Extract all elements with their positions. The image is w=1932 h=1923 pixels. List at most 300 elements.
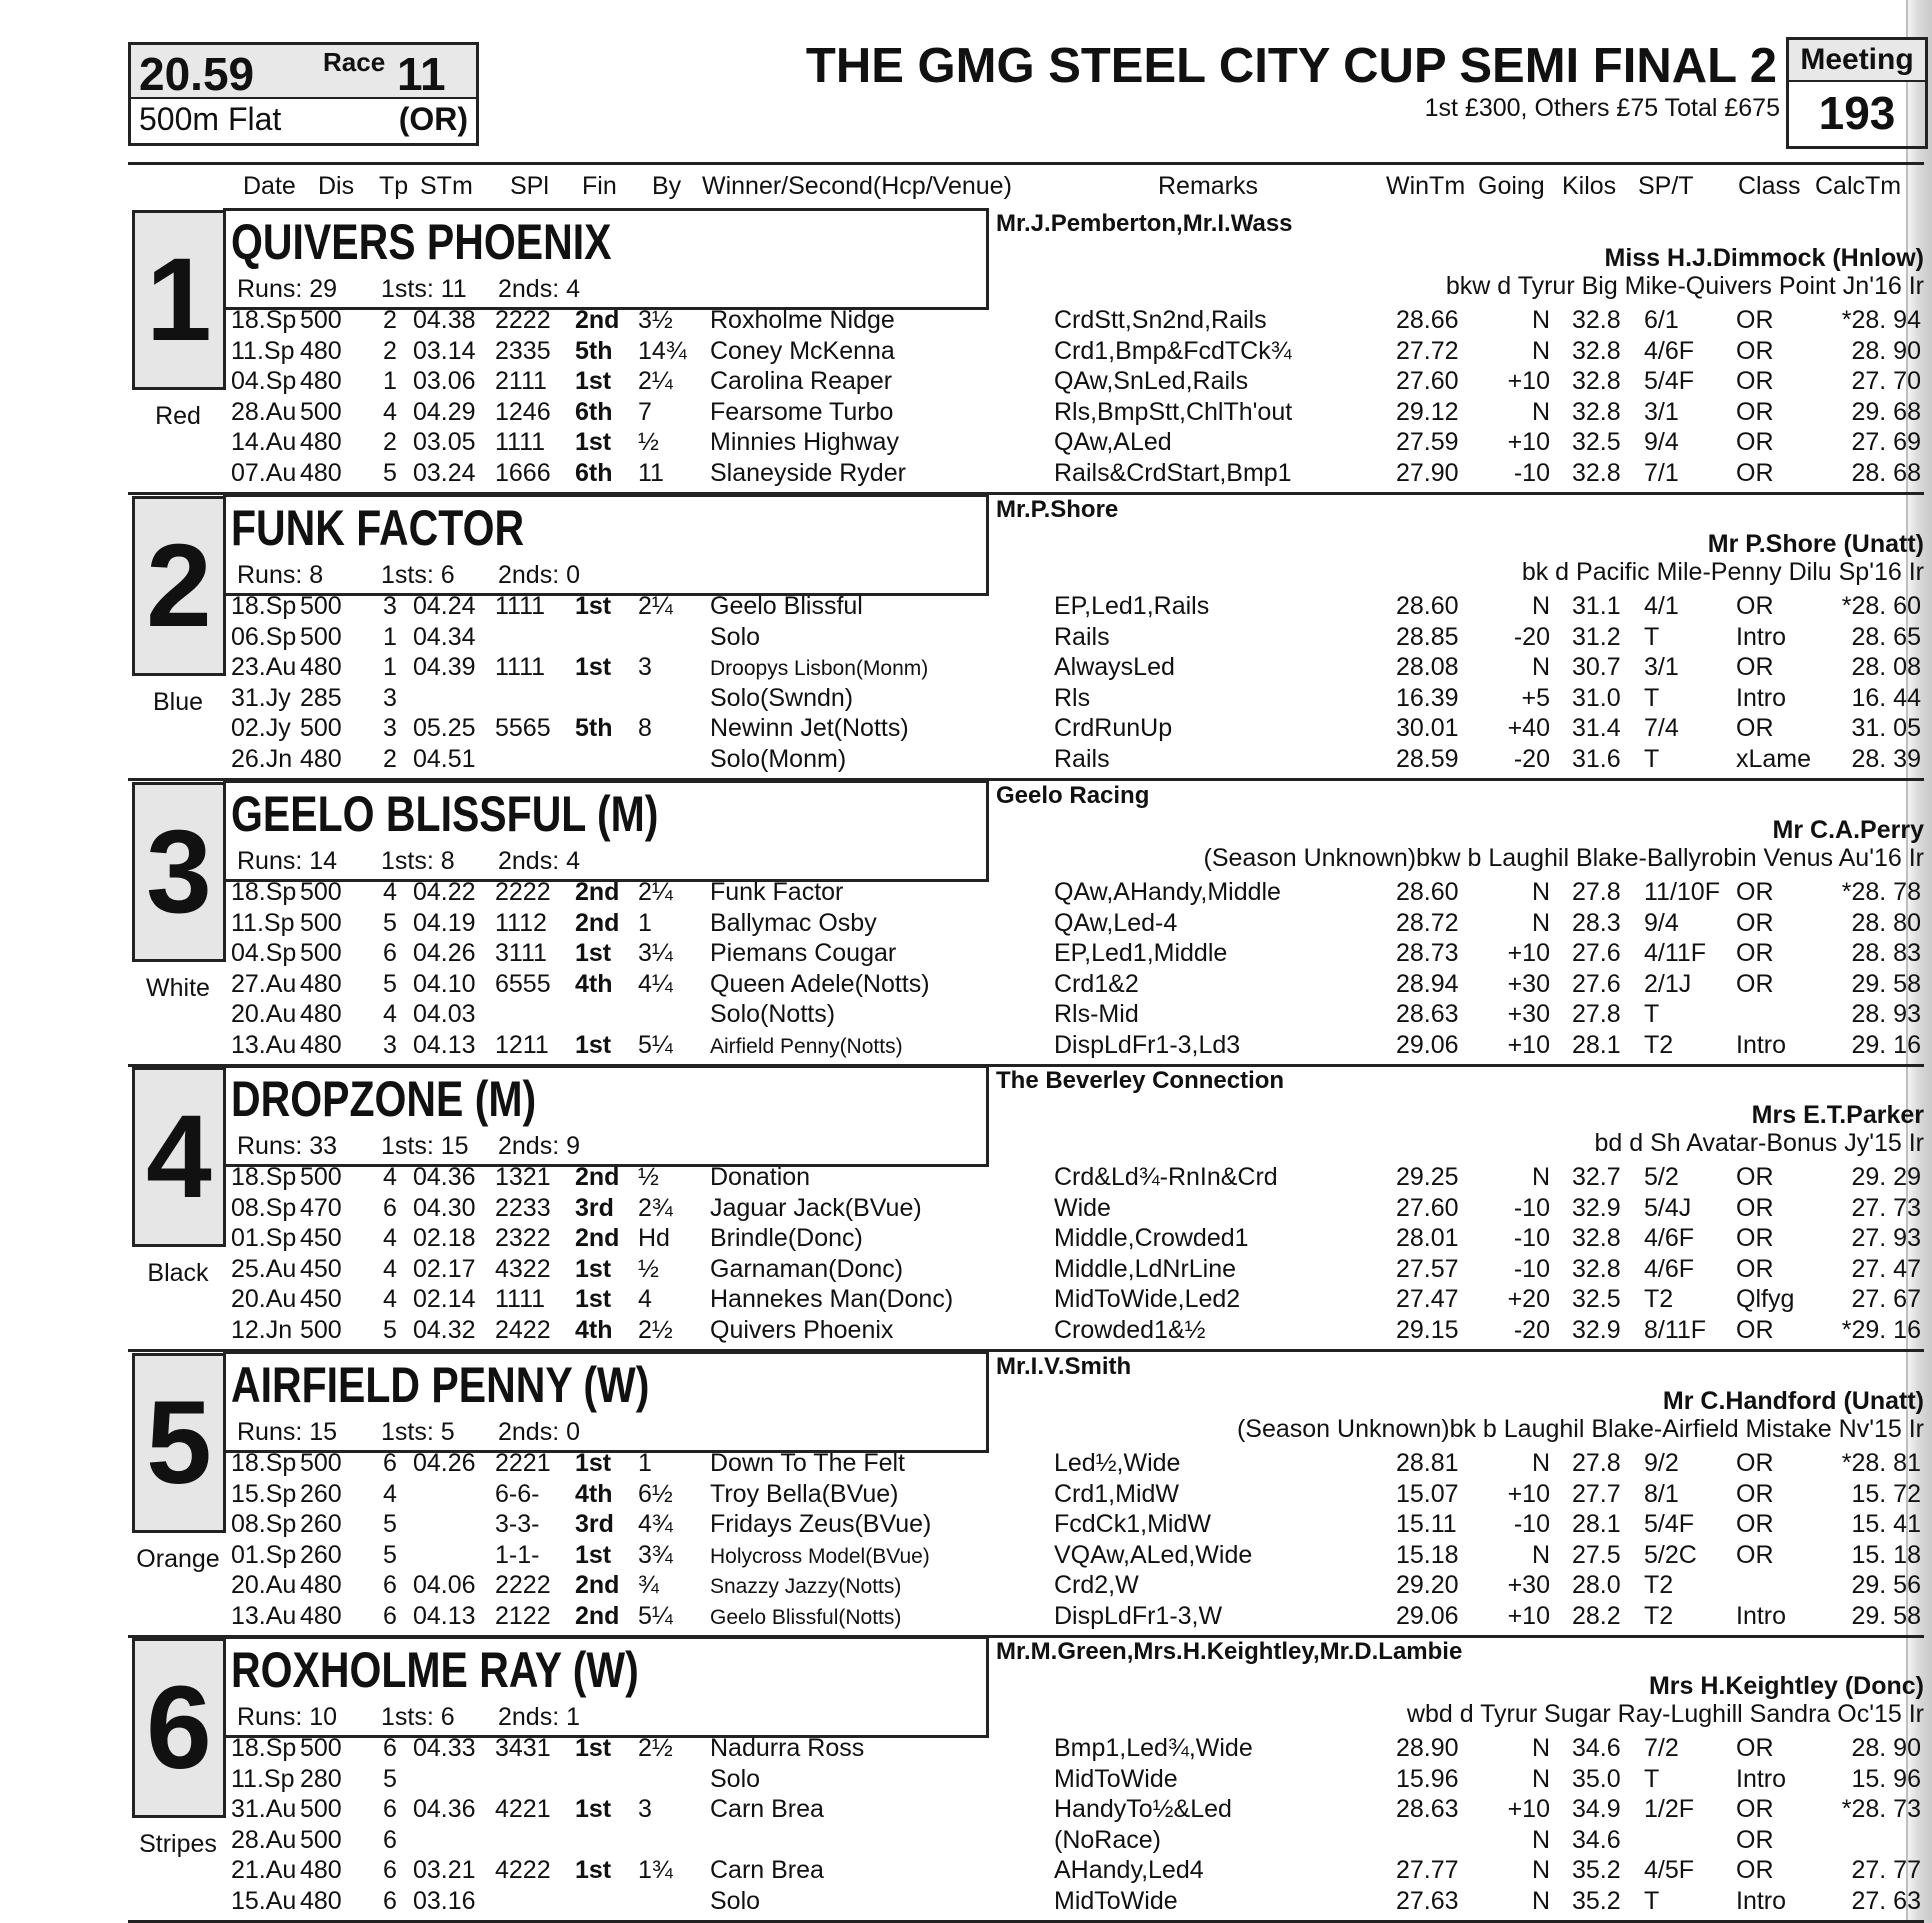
run-splits: 2422: [495, 1315, 551, 1344]
run-distance-beaten: ¾: [638, 1571, 659, 1599]
run-calc-time: *29. 16: [1841, 1315, 1921, 1344]
run-starting-price: 5/2C: [1644, 1540, 1697, 1569]
run-remarks: Rails: [1054, 622, 1110, 651]
run-splits: 6-6-: [495, 1479, 540, 1508]
runner-entry: [0, 494, 1932, 779]
run-sectional: 04.30: [413, 1193, 476, 1222]
run-sectional: 04.19: [413, 908, 476, 937]
run-remarks: EP,Led1,Middle: [1054, 939, 1228, 967]
run-going: -20: [1513, 744, 1550, 773]
form-line: [0, 682, 1932, 713]
run-win-time: 29.25: [1396, 1163, 1459, 1191]
run-trap: 3: [383, 1030, 397, 1059]
form-line: [0, 743, 1932, 774]
race-time-row: [131, 45, 476, 99]
owner: Mr.P.Shore: [996, 496, 1119, 523]
run-trap: 6: [383, 1734, 397, 1762]
run-win-time: 28.90: [1396, 1734, 1459, 1762]
run-finish: 1st: [575, 1030, 612, 1059]
run-weight: 32.8: [1572, 397, 1621, 426]
run-class: Intro: [1736, 1601, 1787, 1630]
run-distance-beaten: 4¼: [638, 969, 673, 998]
run-remarks: FcdCk1,MidW: [1054, 1510, 1211, 1538]
run-weight: 28.1: [1572, 1510, 1621, 1538]
run-class: OR: [1736, 1479, 1774, 1508]
run-finish: 3rd: [575, 1193, 614, 1222]
run-finish: 2nd: [575, 1224, 620, 1252]
run-sectional: 04.13: [413, 1601, 476, 1630]
run-calc-time: 15. 72: [1851, 1479, 1921, 1508]
run-finish: 1st: [575, 428, 612, 456]
race-label: Race: [323, 47, 386, 77]
run-distance-beaten: 1: [638, 908, 652, 937]
run-going: N: [1531, 653, 1550, 681]
run-date: 23.Au: [231, 653, 297, 681]
run-distance: 500: [300, 622, 342, 651]
run-starting-price: 3/1: [1644, 397, 1679, 426]
run-sectional: 04.22: [413, 878, 476, 906]
trap-number: 4: [132, 1067, 226, 1247]
run-splits: 1112: [495, 908, 547, 937]
run-winner-second: Troy Bella(BVue): [710, 1479, 899, 1508]
run-winner-second: Slaneyside Ryder: [710, 458, 906, 487]
form-line: [0, 457, 1932, 488]
dog-seconds: 2nds: 9: [498, 1132, 581, 1160]
run-splits: 2335: [495, 336, 551, 365]
run-starting-price: 4/6F: [1644, 1224, 1695, 1252]
dog-seconds: 2nds: 4: [498, 275, 581, 303]
run-class: OR: [1736, 1315, 1774, 1344]
run-distance: 480: [300, 1856, 342, 1884]
run-remarks: Rls,BmpStt,ChlTh'out: [1054, 397, 1293, 426]
run-going: +30: [1507, 1000, 1550, 1028]
run-starting-price: 4/11F: [1644, 939, 1707, 967]
run-trap: 3: [383, 592, 397, 620]
trap-number: 5: [132, 1353, 226, 1533]
run-finish: 2nd: [575, 1163, 620, 1191]
run-trap: 2: [383, 306, 397, 334]
run-weight: 27.6: [1572, 969, 1621, 998]
run-distance: 260: [300, 1479, 342, 1508]
run-trap: 5: [383, 458, 397, 487]
run-sectional: 03.06: [413, 367, 476, 395]
dog-wins: 1sts: 8: [381, 847, 455, 875]
run-sectional: 04.24: [413, 592, 476, 620]
run-weight: 28.1: [1572, 1030, 1621, 1059]
run-trap: 4: [383, 1254, 397, 1283]
run-weight: 34.9: [1572, 1795, 1621, 1823]
form-lines: [0, 876, 1932, 1059]
run-splits: 2233: [495, 1193, 551, 1222]
run-starting-price: T: [1644, 1764, 1660, 1793]
form-line: [0, 396, 1932, 427]
run-trap: 4: [383, 1479, 397, 1508]
run-remarks: MidToWide: [1054, 1764, 1178, 1793]
run-calc-time: 29. 58: [1851, 969, 1921, 998]
run-trap: 6: [383, 1193, 397, 1222]
run-going: N: [1531, 1734, 1550, 1762]
breeding: bkw d Tyrur Big Mike-Quivers Point Jn'16 Ir: [1445, 272, 1924, 300]
run-win-time: 28.81: [1396, 1449, 1459, 1477]
run-class: OR: [1736, 1510, 1774, 1538]
run-going: N: [1531, 1764, 1550, 1793]
run-weight: 31.2: [1572, 622, 1621, 651]
form-line: [0, 1539, 1932, 1570]
trap-colour: Red: [155, 402, 201, 430]
dog-seconds: 2nds: 4: [498, 847, 581, 875]
run-remarks: Crd&Ld¾-RnIn&Crd: [1054, 1163, 1278, 1191]
run-distance: 500: [300, 1734, 342, 1762]
run-weight: 27.8: [1572, 1449, 1621, 1477]
run-winner-second: Roxholme Nidge: [710, 306, 895, 334]
dog-name: AIRFIELD PENNY (W): [231, 1357, 650, 1413]
run-class: OR: [1736, 1734, 1774, 1762]
run-sectional: 04.26: [413, 1449, 476, 1477]
run-going: -10: [1513, 1510, 1550, 1538]
run-sectional: 03.16: [413, 1886, 476, 1915]
run-calc-time: 27. 47: [1851, 1254, 1921, 1283]
run-finish: 1st: [575, 367, 612, 395]
run-winner-second: Solo: [710, 1764, 761, 1793]
run-going: +40: [1507, 714, 1550, 742]
run-remarks: DispLdFr1-3,W: [1054, 1601, 1223, 1630]
run-remarks: Rls: [1054, 683, 1091, 712]
run-winner-second: Garnaman(Donc): [710, 1254, 904, 1283]
run-starting-price: 5/4F: [1644, 367, 1695, 395]
run-going: N: [1531, 1163, 1550, 1191]
col-spt: SP/T: [1638, 172, 1694, 200]
run-winner-second: Holycross Model(BVue): [710, 1544, 930, 1568]
col-calctm: CalcTm: [1815, 172, 1902, 200]
race-time: 20.59: [139, 48, 255, 100]
run-going: N: [1531, 397, 1550, 426]
run-going: N: [1531, 1825, 1550, 1854]
run-weight: 35.2: [1572, 1886, 1621, 1915]
run-weight: 32.8: [1572, 458, 1621, 487]
owner: Mr.I.V.Smith: [996, 1353, 1132, 1380]
form-line: [0, 712, 1932, 743]
trainer: Mr C.A.Perry: [1772, 816, 1924, 844]
dog-seconds: 2nds: 0: [498, 1418, 581, 1446]
dog-name-box: [223, 1065, 989, 1167]
runner-entry: [0, 1065, 1932, 1350]
run-winner-second: Queen Adele(Notts): [710, 969, 930, 998]
run-trap: 2: [383, 744, 397, 773]
run-distance: 500: [300, 1795, 342, 1823]
run-sectional: 04.13: [413, 1030, 476, 1059]
run-starting-price: T2: [1644, 1030, 1674, 1059]
run-date: 27.Au: [231, 969, 297, 998]
run-win-time: 28.85: [1396, 622, 1459, 651]
run-weight: 31.0: [1572, 683, 1621, 712]
run-date: 14.Au: [231, 428, 297, 456]
run-calc-time: *28. 78: [1841, 878, 1921, 906]
run-class: OR: [1736, 397, 1774, 426]
col-spl: SPl: [510, 172, 549, 200]
run-distance: 500: [300, 397, 342, 426]
run-distance-beaten: Hd: [638, 1224, 670, 1252]
run-class: Intro: [1736, 1764, 1787, 1793]
trainer: Mrs H.Keightley (Donc): [1648, 1672, 1924, 1700]
col-dis: Dis: [318, 172, 355, 200]
form-lines: [0, 590, 1932, 773]
run-winner-second: Geelo Blissful(Notts): [710, 1605, 902, 1629]
meeting-box: [1786, 37, 1928, 149]
run-date: 12.Jn: [231, 1315, 293, 1344]
run-class: Intro: [1736, 683, 1787, 712]
form-line: [0, 1161, 1932, 1192]
run-class: OR: [1736, 969, 1774, 998]
form-line: [0, 968, 1932, 999]
run-winner-second: Funk Factor: [710, 878, 844, 906]
run-remarks: Led½,Wide: [1054, 1449, 1181, 1477]
run-win-time: 28.73: [1396, 939, 1459, 967]
run-trap: 5: [383, 1764, 397, 1793]
run-win-time: 27.60: [1396, 1193, 1459, 1222]
run-going: -20: [1513, 1315, 1550, 1344]
run-win-time: 29.15: [1396, 1315, 1459, 1344]
run-class: OR: [1736, 336, 1774, 365]
run-class: Qlfyg: [1736, 1285, 1795, 1313]
run-distance-beaten: 4: [638, 1285, 652, 1313]
dog-wins: 1sts: 5: [381, 1418, 455, 1446]
run-splits: 1111: [495, 1285, 546, 1313]
run-winner-second: Ballymac Osby: [710, 908, 877, 937]
run-finish: 6th: [575, 397, 613, 426]
run-going: N: [1531, 592, 1550, 620]
run-starting-price: T2: [1644, 1601, 1674, 1630]
run-calc-time: 27. 69: [1851, 428, 1921, 456]
run-win-time: 28.01: [1396, 1224, 1459, 1252]
run-going: +10: [1507, 1030, 1550, 1059]
run-date: 08.Sp: [231, 1193, 297, 1222]
run-win-time: 27.59: [1396, 428, 1459, 456]
run-class: OR: [1736, 367, 1774, 395]
run-winner-second: Solo: [710, 1886, 761, 1915]
run-finish: 1st: [575, 1285, 612, 1313]
run-going: N: [1531, 878, 1550, 906]
run-trap: 4: [383, 1224, 397, 1252]
run-class: OR: [1736, 714, 1774, 742]
run-calc-time: *28. 73: [1841, 1795, 1921, 1823]
run-distance-beaten: 5¼: [638, 1030, 673, 1059]
run-trap: 4: [383, 1000, 397, 1028]
form-line: [0, 1283, 1932, 1314]
run-win-time: 29.06: [1396, 1601, 1459, 1630]
run-splits: 3-3-: [495, 1510, 540, 1538]
run-date: 15.Au: [231, 1886, 297, 1915]
race-number: 11: [397, 48, 446, 100]
run-remarks: CrdStt,Sn2nd,Rails: [1054, 306, 1267, 334]
run-distance-beaten: 8: [638, 714, 652, 742]
form-lines: [0, 1732, 1932, 1915]
run-starting-price: 9/4: [1644, 908, 1679, 937]
run-distance: 500: [300, 306, 342, 334]
run-winner-second: Quivers Phoenix: [710, 1315, 894, 1344]
run-winner-second: Coney McKenna: [710, 336, 895, 365]
owner: Mr.J.Pemberton,Mr.I.Wass: [996, 210, 1293, 237]
run-win-time: 27.57: [1396, 1254, 1459, 1283]
dog-runs: Runs: 33: [237, 1132, 338, 1160]
run-sectional: 04.06: [413, 1571, 476, 1599]
run-distance: 480: [300, 1601, 342, 1630]
dog-wins: 1sts: 11: [381, 275, 467, 303]
col-stm: STm: [420, 172, 473, 200]
run-finish: 1st: [575, 939, 612, 967]
run-remarks: AHandy,Led4: [1054, 1856, 1204, 1884]
run-win-time: 28.72: [1396, 908, 1459, 937]
col-tp: Tp: [379, 172, 409, 200]
run-starting-price: 4/6F: [1644, 336, 1695, 365]
run-splits: 4222: [495, 1856, 551, 1884]
form-line: [0, 1763, 1932, 1794]
run-going: +10: [1507, 428, 1550, 456]
run-going: +10: [1507, 1479, 1550, 1508]
run-win-time: 28.63: [1396, 1795, 1459, 1823]
run-starting-price: 7/2: [1644, 1734, 1679, 1762]
dog-wins: 1sts: 6: [381, 1703, 455, 1731]
form-line: [0, 1854, 1932, 1885]
run-starting-price: T: [1644, 622, 1660, 651]
run-calc-time: 28. 90: [1851, 1734, 1921, 1762]
meeting-number: 193: [1818, 87, 1896, 139]
run-remarks: QAw,AHandy,Middle: [1054, 878, 1281, 906]
run-date: 26.Jn: [231, 744, 293, 773]
form-line: [0, 590, 1932, 621]
run-remarks: CrdRunUp: [1054, 714, 1173, 742]
run-trap: 4: [383, 1163, 397, 1191]
run-distance-beaten: 5¼: [638, 1601, 673, 1630]
dog-name: DROPZONE (M): [231, 1071, 537, 1127]
run-date: 20.Au: [231, 1285, 297, 1313]
run-class: OR: [1736, 908, 1774, 937]
run-calc-time: 28. 90: [1851, 336, 1921, 365]
run-starting-price: 7/1: [1644, 458, 1679, 487]
run-finish: 2nd: [575, 908, 620, 937]
run-distance: 480: [300, 428, 342, 456]
run-weight: 34.6: [1572, 1825, 1621, 1854]
run-distance: 260: [300, 1540, 342, 1569]
run-weight: 27.8: [1572, 878, 1621, 906]
run-finish: 1st: [575, 1449, 612, 1477]
run-date: 13.Au: [231, 1030, 297, 1059]
run-splits: 6555: [495, 969, 551, 998]
form-lines: [0, 1447, 1932, 1630]
run-win-time: 15.18: [1396, 1540, 1459, 1569]
run-remarks: MidToWide,Led2: [1054, 1285, 1241, 1313]
run-remarks: EP,Led1,Rails: [1054, 592, 1210, 620]
run-class: xLame: [1736, 744, 1812, 773]
trainer: Mr P.Shore (Unatt): [1707, 530, 1924, 558]
run-remarks: HandyTo½&Led: [1054, 1795, 1232, 1823]
run-sectional: 04.29: [413, 397, 476, 426]
run-trap: 5: [383, 969, 397, 998]
dog-name: GEELO BLISSFUL (M): [231, 786, 659, 842]
run-sectional: 03.24: [413, 458, 476, 487]
run-distance-beaten: ½: [638, 1163, 659, 1191]
trap-number: 1: [132, 210, 226, 390]
run-winner-second: Carolina Reaper: [710, 367, 893, 395]
run-trap: 5: [383, 908, 397, 937]
run-splits: 1666: [495, 458, 551, 487]
trainer: Miss H.J.Dimmock (Hnlow): [1604, 244, 1924, 272]
run-going: +10: [1507, 939, 1550, 967]
run-winner-second: Minnies Highway: [710, 428, 899, 456]
run-starting-price: T: [1644, 1000, 1660, 1028]
run-winner-second: Snazzy Jazzy(Notts): [710, 1575, 902, 1598]
race-distance: 500m Flat: [139, 101, 282, 137]
run-finish: 5th: [575, 336, 613, 365]
run-distance-beaten: 3: [638, 653, 652, 681]
form-line: [0, 876, 1932, 907]
run-splits: 4322: [495, 1254, 551, 1283]
run-date: 13.Au: [231, 1601, 297, 1630]
run-win-time: 28.66: [1396, 306, 1459, 334]
run-sectional: 04.10: [413, 969, 476, 998]
run-winner-second: Fridays Zeus(BVue): [710, 1510, 932, 1538]
trap-colour: White: [146, 974, 210, 1002]
run-class: Intro: [1736, 1030, 1787, 1059]
run-winner-second: Down To The Felt: [710, 1449, 906, 1477]
run-calc-time: 16. 44: [1851, 683, 1921, 712]
run-distance-beaten: 2¾: [638, 1193, 673, 1222]
run-distance: 500: [300, 1163, 342, 1191]
run-winner-second: Solo: [710, 622, 761, 651]
run-sectional: 02.17: [413, 1254, 476, 1283]
run-sectional: 02.18: [413, 1224, 476, 1252]
run-class: OR: [1736, 1224, 1774, 1252]
run-calc-time: 15. 41: [1851, 1510, 1921, 1538]
run-distance: 500: [300, 908, 342, 937]
run-finish: 1st: [575, 1540, 612, 1569]
run-distance-beaten: 7: [638, 397, 652, 426]
run-starting-price: 9/4: [1644, 428, 1679, 456]
run-date: 11.Sp: [231, 1764, 295, 1793]
run-going: +10: [1507, 1795, 1550, 1823]
run-trap: 4: [383, 1285, 397, 1313]
runner-entry: [0, 1636, 1932, 1921]
run-calc-time: 29. 56: [1851, 1571, 1921, 1599]
run-sectional: 04.33: [413, 1734, 476, 1762]
run-winner-second: Airfield Penny(Notts): [710, 1034, 903, 1058]
run-remarks: QAw,Led-4: [1054, 908, 1178, 937]
trainer: Mr C.Handford (Unatt): [1662, 1387, 1924, 1415]
run-starting-price: 3/1: [1644, 653, 1679, 681]
run-win-time: 28.63: [1396, 1000, 1459, 1028]
run-date: 28.Au: [231, 1825, 297, 1854]
run-starting-price: 6/1: [1644, 306, 1679, 334]
run-trap: 2: [383, 336, 397, 365]
run-calc-time: 27. 70: [1851, 367, 1921, 395]
run-starting-price: 11/10F: [1644, 878, 1720, 906]
run-distance-beaten: 3¼: [638, 939, 673, 967]
breeding: bk d Pacific Mile-Penny Dilu Sp'16 Ir: [1521, 558, 1924, 586]
form-line: [0, 426, 1932, 457]
run-remarks: Crd2,W: [1054, 1571, 1139, 1599]
form-lines: [0, 304, 1932, 487]
form-line: [0, 937, 1932, 968]
run-trap: 6: [383, 1825, 397, 1854]
run-class: OR: [1736, 592, 1774, 620]
run-remarks: (NoRace): [1054, 1825, 1161, 1854]
run-date: 18.Sp: [231, 306, 297, 334]
run-remarks: Middle,Crowded1: [1054, 1224, 1249, 1252]
form-line: [0, 1569, 1932, 1600]
run-class: OR: [1736, 1856, 1774, 1884]
run-trap: 3: [383, 683, 397, 712]
breeding: bd d Sh Avatar-Bonus Jy'15 Ir: [1594, 1129, 1924, 1157]
run-calc-time: 28. 39: [1851, 744, 1921, 773]
